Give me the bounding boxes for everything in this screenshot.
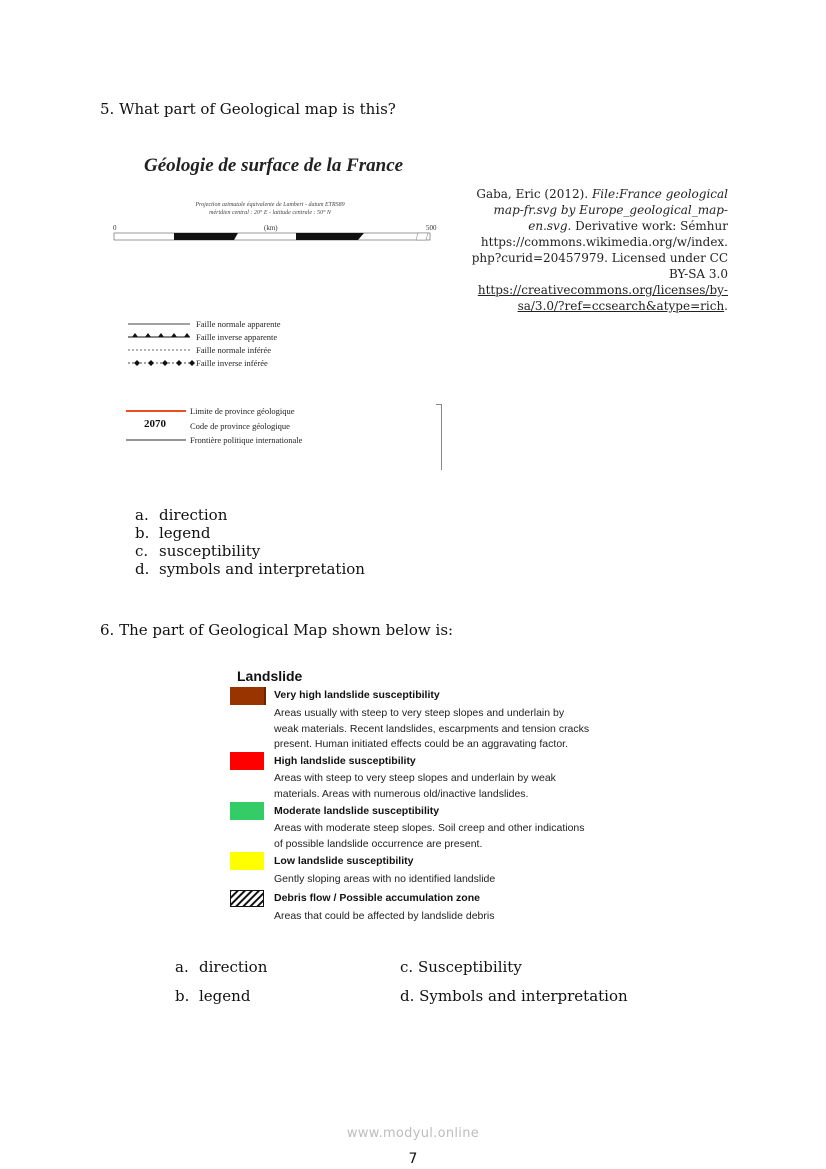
q5-choice-a [135, 506, 227, 524]
q5-choice-c [135, 542, 260, 560]
question-5: 5. What part of Geological map is this? [100, 100, 396, 118]
choice-text: direction [199, 958, 268, 976]
international-border-label: Frontière politique internationale [190, 435, 303, 445]
figure-title: Géologie de surface de la France [144, 155, 404, 176]
high-desc [274, 771, 556, 802]
citation-url-1: https://commons.wikimedia.org/w/index. [480, 235, 728, 249]
q6-choice-d [400, 987, 628, 1005]
desc-line: Areas that could be affected by landslide debris [274, 910, 495, 922]
landslide-title: Landslide [237, 668, 303, 684]
citation-end: . [724, 299, 728, 313]
desc-line: of possible landslide occurrence are present. [274, 837, 483, 850]
scale-end: 500 [426, 224, 437, 232]
projection-line-2: méridien central : 20° E - latitude centrale : 50° N [209, 210, 331, 216]
citation-author: Gaba, Eric (2012). [476, 187, 592, 201]
projection-note [170, 201, 370, 217]
moderate-swatch [230, 802, 264, 820]
high-heading: High landslide susceptibility [274, 755, 416, 767]
page-number: 7 [408, 1151, 418, 1167]
choice-letter: b. [135, 524, 150, 542]
citation-file-1: File:France geological [591, 187, 728, 201]
desc-line: Gently sloping areas with no identified landslide [274, 873, 496, 885]
q6-choice-c [400, 958, 522, 976]
fault-normal-apparent-label: Faille normale apparente [196, 319, 281, 329]
landslide-legend-figure [228, 666, 598, 928]
very-high-desc [274, 706, 589, 753]
fault-symbols [126, 318, 196, 366]
scale-unit: (km) [264, 224, 278, 232]
province-code-label: Code de province géologique [190, 421, 290, 431]
choice-text: legend [199, 987, 251, 1005]
image-citation [440, 186, 728, 314]
q5-choice-d [135, 560, 365, 578]
choice-text: symbols and interpretation [159, 560, 365, 578]
high-swatch [230, 752, 264, 770]
debris-heading: Debris flow / Possible accumulation zone [274, 892, 480, 904]
low-desc [274, 872, 495, 888]
desc-line: Areas with moderate steep slopes. Soil creep and other indications [274, 822, 585, 834]
license-link-1[interactable]: https://creativecommons.org/licenses/by- [477, 283, 728, 297]
watermark-url: www.modyul.online [346, 1126, 480, 1141]
debris-desc [274, 909, 494, 925]
province-limit-label: Limite de province géologique [190, 406, 295, 416]
choice-letter: b. [175, 987, 190, 1005]
fault-normal-inferred-label: Faille normale inférée [196, 345, 272, 355]
figure-edge-tick [436, 404, 441, 405]
choice-letter: a. [175, 958, 189, 976]
citation-derivative: . Derivative work: Sémhur [567, 219, 728, 233]
moderate-heading: Moderate landslide susceptibility [274, 805, 440, 817]
scale-start: 0 [113, 224, 117, 232]
choice-letter: c. [135, 542, 149, 560]
choice-letter: d. [135, 560, 150, 578]
citation-url-2: php?curid=20457979. Licensed under CC [471, 251, 728, 265]
desc-line: weak materials. Recent landslides, escarpments and tension cracks [274, 722, 590, 735]
citation-license: BY-SA 3.0 [668, 267, 728, 281]
choice-letter: c. [400, 958, 414, 976]
low-heading: Low landslide susceptibility [274, 855, 414, 867]
citation-file-2: map-fr.svg by Europe_geological_map- [493, 203, 728, 217]
very-high-swatch [230, 687, 266, 705]
choice-text: Susceptibility [417, 958, 522, 976]
choice-text: Symbols and interpretation [419, 987, 628, 1005]
choice-text: susceptibility [159, 542, 261, 560]
projection-line-1: Projection azimutale équivalente de Lambert - datum ETRS89 [195, 202, 345, 208]
fault-inverse-inferred-label: Faille inverse inférée [196, 358, 268, 368]
desc-line: Areas usually with steep to very steep slopes and underlain by [274, 707, 565, 719]
province-code-value: 2070 [144, 418, 166, 430]
moderate-desc [274, 821, 585, 852]
figure-edge-line [441, 404, 442, 470]
geology-map-figure [110, 150, 450, 475]
low-swatch [230, 852, 264, 870]
fault-inverse-apparent-label: Faille inverse apparente [196, 332, 278, 342]
q6-choice-b [175, 987, 250, 1005]
choice-text: direction [159, 506, 228, 524]
desc-line: Areas with steep to very steep slopes and underlain by weak [274, 772, 556, 784]
choice-letter: a. [135, 506, 149, 524]
desc-line: materials. Areas with numerous old/inactive landslides. [274, 787, 529, 800]
q5-choice-b [135, 524, 210, 542]
license-link-2[interactable]: sa/3.0/?ref=ccsearch&atype=rich [517, 299, 725, 313]
citation-file-3: en.svg [528, 219, 568, 233]
very-high-heading: Very high landslide susceptibility [274, 689, 440, 701]
desc-line: present. Human initiated effects could be an aggravating factor. [274, 738, 568, 750]
scale-bar [110, 230, 440, 244]
choice-text: legend [159, 524, 211, 542]
question-6: 6. The part of Geological Map shown below is: [100, 621, 454, 639]
q6-choice-a [175, 958, 267, 976]
choice-letter: d. [400, 987, 415, 1005]
debris-hatch-swatch [230, 890, 264, 907]
